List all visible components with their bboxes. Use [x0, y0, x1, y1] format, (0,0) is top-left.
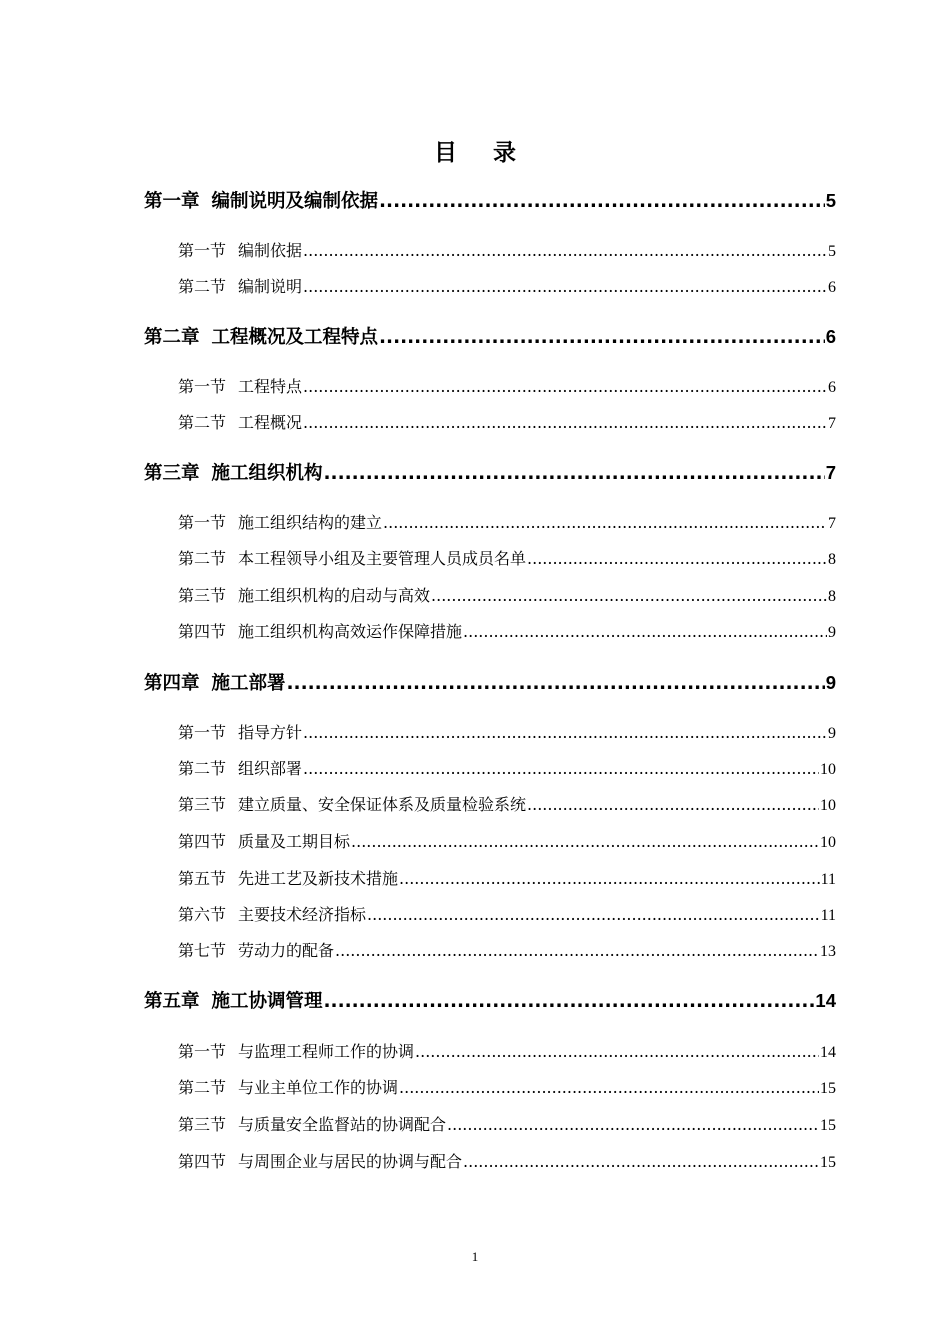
- toc-entry-page: 6: [828, 279, 836, 296]
- toc-entry-page: 11: [820, 871, 836, 888]
- toc-section-entry[interactable]: [178, 376, 836, 399]
- toc-entry-page: 10: [820, 797, 836, 814]
- toc-entry-label: 第一节: [178, 1042, 227, 1061]
- toc-entry-title: 编制说明: [238, 277, 303, 296]
- dot-leader: [303, 722, 827, 744]
- toc-entry-page: 10: [820, 834, 836, 851]
- dot-leader: [303, 758, 819, 780]
- toc-entry-title: 建立质量、安全保证体系及质量检验系统: [238, 795, 527, 814]
- toc-entry-label: 第四节: [178, 1152, 227, 1171]
- toc-entry-title: 指导方针: [238, 723, 303, 742]
- toc-entry-title: 工程概况及工程特点: [211, 327, 379, 348]
- toc-heading: 目 录: [433, 140, 530, 166]
- toc-entry-label: 第三章: [144, 463, 200, 484]
- toc-entry-title: 工程概况: [238, 413, 303, 432]
- toc-entry-page: 7: [828, 515, 836, 532]
- toc-section-entry[interactable]: [178, 1114, 836, 1137]
- toc-entry-label: 第五节: [178, 869, 227, 888]
- toc-section-entry[interactable]: [178, 758, 836, 781]
- toc-chapter-entry[interactable]: [144, 324, 836, 351]
- toc-entry-title: 施工协调管理: [211, 991, 323, 1012]
- dot-leader: [463, 1151, 819, 1173]
- toc-entry-title: 组织部署: [238, 759, 303, 778]
- toc-chapter-entry[interactable]: [144, 988, 836, 1015]
- toc-section-entry[interactable]: [178, 904, 836, 927]
- toc-entry-title: 施工组织机构的启动与高效: [238, 586, 431, 605]
- dot-leader: [303, 412, 827, 434]
- toc-entry-page: 8: [828, 551, 836, 568]
- toc-entry-page: 9: [825, 672, 836, 693]
- toc-entry-page: 8: [828, 588, 836, 605]
- toc-entry-title: 编制依据: [238, 241, 303, 260]
- toc-entry-label: 第六节: [178, 905, 227, 924]
- toc-entry-label: 第二节: [178, 759, 227, 778]
- toc-entry-page: 7: [825, 462, 836, 483]
- dot-leader: [527, 548, 827, 570]
- toc-entry-title: 施工组织机构高效运作保障措施: [238, 622, 463, 641]
- toc-section-entry[interactable]: [178, 548, 836, 571]
- toc-entry-page: 6: [828, 379, 836, 396]
- toc-entry-label: 第七节: [178, 941, 227, 960]
- toc-entry-page: 9: [828, 725, 836, 742]
- dot-leader: [303, 276, 827, 298]
- toc-entry-page: 5: [825, 190, 836, 211]
- toc-section-entry[interactable]: [178, 276, 836, 299]
- toc-chapter-entry[interactable]: [144, 670, 836, 697]
- toc-entry-label: 第一节: [178, 377, 227, 396]
- toc-entry-label: 第三节: [178, 1115, 227, 1134]
- toc-entry-page: 15: [820, 1117, 836, 1134]
- toc-entry-label: 第四章: [144, 673, 200, 694]
- toc-entry-title: 与监理工程师工作的协调: [238, 1042, 415, 1061]
- toc-entry-page: 5: [828, 243, 836, 260]
- toc-entry-page: 10: [820, 761, 836, 778]
- toc-section-entry[interactable]: [178, 868, 836, 891]
- toc-entry-label: 第三节: [178, 586, 227, 605]
- toc-entry-title: 先进工艺及新技术措施: [238, 869, 399, 888]
- toc-entry-page: 9: [828, 624, 836, 641]
- toc-entry-label: 第二节: [178, 1078, 227, 1097]
- dot-leader: [379, 325, 825, 351]
- dot-leader: [431, 585, 827, 607]
- toc-section-entry[interactable]: [178, 1151, 836, 1174]
- toc-entry-title: 施工部署: [211, 673, 286, 694]
- toc-entry-page: 15: [820, 1080, 836, 1097]
- toc-entry-title: 质量及工期目标: [238, 832, 351, 851]
- toc-section-entry[interactable]: [178, 940, 836, 963]
- toc-entry-title: 本工程领导小组及主要管理人员成员名单: [238, 549, 527, 568]
- toc-section-entry[interactable]: [178, 1041, 836, 1064]
- toc-entry-title: 施工组织结构的建立: [238, 513, 383, 532]
- page-number: 1: [471, 1249, 479, 1264]
- toc-section-entry[interactable]: [178, 1077, 836, 1100]
- dot-leader: [383, 512, 827, 534]
- dot-leader: [399, 868, 820, 890]
- toc-entry-label: 第一节: [178, 241, 227, 260]
- dot-leader: [415, 1041, 819, 1063]
- toc-entry-label: 第一节: [178, 513, 227, 532]
- toc-entry-page: 14: [815, 990, 836, 1011]
- toc-entry-label: 第二节: [178, 413, 227, 432]
- toc-entry-title: 与业主单位工作的协调: [238, 1078, 399, 1097]
- toc-entry-label: 第一节: [178, 723, 227, 742]
- toc-chapter-entry[interactable]: [144, 460, 836, 487]
- toc-entry-label: 第二章: [144, 327, 200, 348]
- toc-section-entry[interactable]: [178, 621, 836, 644]
- toc-entry-title: 与质量安全监督站的协调配合: [238, 1115, 447, 1134]
- dot-leader: [335, 940, 819, 962]
- toc-entry-label: 第一章: [144, 191, 200, 212]
- dot-leader: [399, 1077, 819, 1099]
- toc-entry-title: 劳动力的配备: [238, 941, 335, 960]
- dot-leader: [303, 240, 827, 262]
- toc-section-entry[interactable]: [178, 794, 836, 817]
- toc-entry-page: 14: [820, 1044, 836, 1061]
- toc-entry-label: 第五章: [144, 991, 200, 1012]
- dot-leader: [447, 1114, 819, 1136]
- toc-section-entry[interactable]: [178, 412, 836, 435]
- dot-leader: [379, 189, 825, 215]
- toc-entry-label: 第四节: [178, 832, 227, 851]
- toc-entry-title: 与周围企业与居民的协调与配合: [238, 1152, 463, 1171]
- toc-entry-label: 第二节: [178, 549, 227, 568]
- dot-leader: [303, 376, 827, 398]
- dot-leader: [287, 671, 825, 697]
- dot-leader: [324, 461, 825, 487]
- toc-entry-label: 第四节: [178, 622, 227, 641]
- toc-entry-title: 主要技术经济指标: [238, 905, 367, 924]
- toc-section-entry[interactable]: [178, 512, 836, 535]
- dot-leader: [367, 904, 820, 926]
- toc-chapter-entry[interactable]: [144, 188, 836, 215]
- toc-entry-title: 施工组织机构: [211, 463, 323, 484]
- toc-entry-page: 13: [820, 943, 836, 960]
- toc-entry-title: 编制说明及编制依据: [211, 191, 379, 212]
- dot-leader: [324, 989, 815, 1015]
- dot-leader: [351, 831, 819, 853]
- toc-section-entry[interactable]: [178, 585, 836, 608]
- toc-entry-page: 7: [828, 415, 836, 432]
- dot-leader: [527, 794, 819, 816]
- toc-entry-label: 第三节: [178, 795, 227, 814]
- toc-entry-page: 15: [820, 1154, 836, 1171]
- toc-section-entry[interactable]: [178, 722, 836, 745]
- toc-section-entry[interactable]: [178, 240, 836, 263]
- toc-entry-label: 第二节: [178, 277, 227, 296]
- toc-entry-title: 工程特点: [238, 377, 303, 396]
- dot-leader: [463, 621, 827, 643]
- toc-entry-page: 11: [820, 907, 836, 924]
- toc-entry-page: 6: [825, 326, 836, 347]
- toc-section-entry[interactable]: [178, 831, 836, 854]
